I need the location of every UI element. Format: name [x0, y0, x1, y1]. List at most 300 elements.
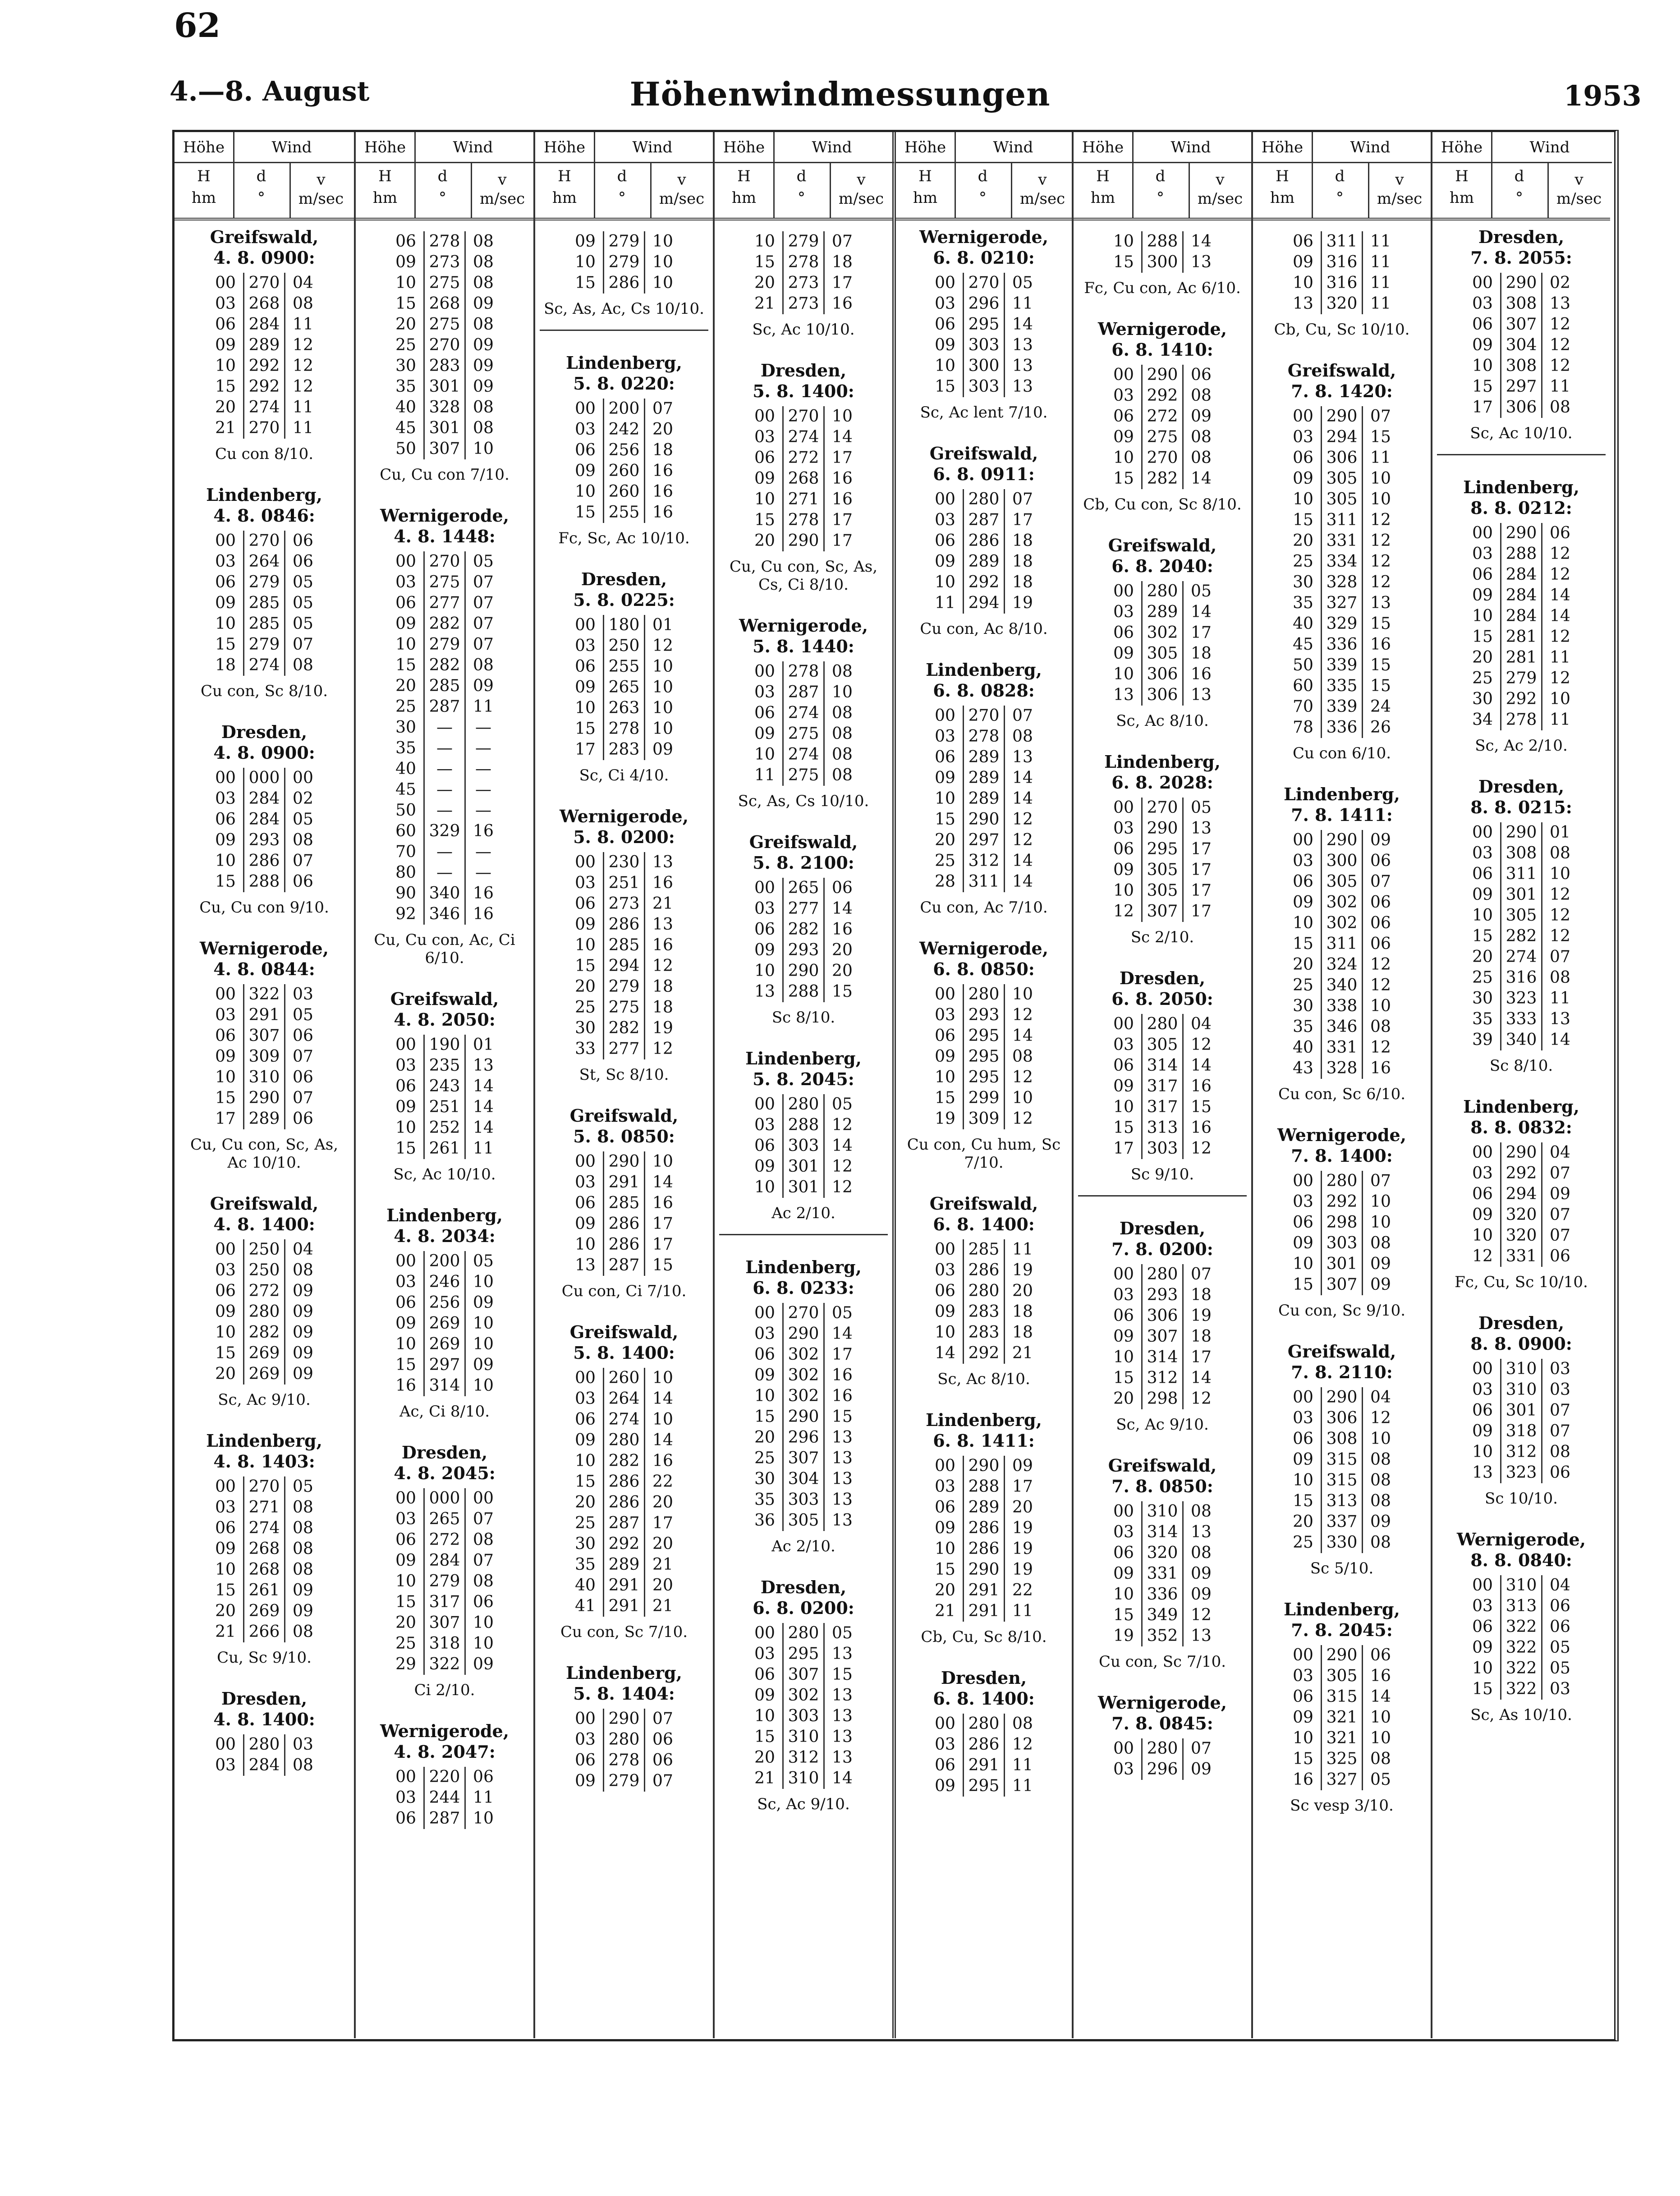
reading-row [1106, 643, 1219, 664]
height-value: 20 [935, 1581, 955, 1600]
height-value: 09 [1293, 469, 1313, 488]
height-value: 00 [215, 532, 236, 550]
direction-value: 288 [243, 871, 284, 892]
reading-row [1465, 668, 1578, 689]
height-value: 34 [1472, 711, 1493, 729]
height-value: 00 [575, 1152, 596, 1171]
speed-value: 13 [1004, 335, 1040, 356]
height-value: 09 [575, 915, 596, 934]
height-value: 10 [575, 699, 596, 717]
height-value: 15 [1472, 377, 1493, 396]
section-divider [719, 1234, 888, 1235]
height-value: 15 [754, 511, 775, 529]
reading-rows [1106, 581, 1219, 706]
speed-value: 10 [1362, 1728, 1398, 1749]
height-value: 35 [1472, 1010, 1493, 1028]
height-value: 09 [575, 462, 596, 480]
reading-row [208, 593, 321, 614]
reading-row [747, 1747, 860, 1768]
direction-value: 331 [1321, 1037, 1362, 1058]
reading-rows [1285, 406, 1398, 738]
reading-rows [388, 1767, 501, 1829]
reading-row [568, 739, 680, 760]
speed-value: 08 [1362, 1749, 1398, 1770]
height-value: 90 [395, 884, 416, 903]
reading-row [927, 314, 1040, 335]
reading-rows [568, 1151, 680, 1276]
speed-value: 05 [1182, 581, 1219, 602]
header-v: v [857, 171, 866, 189]
station-name: Dresden, [941, 1668, 1027, 1688]
reading-row [388, 1313, 501, 1334]
reading-row [927, 335, 1040, 356]
cloud-remark: Cu, Sc 9/10. [217, 1649, 312, 1667]
reading-row [208, 768, 321, 789]
reading-rows [208, 1239, 321, 1385]
header-hoehe: Höhe [543, 138, 586, 156]
station-block [1253, 1341, 1431, 1577]
reading-rows [568, 615, 680, 760]
reading-row [208, 397, 321, 418]
reading-row [1465, 627, 1578, 647]
speed-value: 09 [1362, 1275, 1398, 1295]
direction-value: 270 [1141, 798, 1182, 818]
header-msec: m/sec [298, 190, 344, 208]
speed-value: 05 [1541, 1658, 1578, 1679]
speed-value: 12 [1541, 668, 1578, 689]
reading-row [1285, 975, 1398, 996]
station-name: Wernigerode, [1457, 1529, 1586, 1550]
header-deg: ° [979, 189, 987, 207]
reading-row [568, 1409, 680, 1430]
direction-value: 285 [603, 1193, 644, 1214]
direction-value: 287 [603, 1513, 644, 1534]
height-value: 15 [754, 1728, 775, 1746]
speed-value: 11 [1362, 293, 1398, 314]
station-block [1253, 1125, 1431, 1320]
direction-value: 311 [1500, 864, 1541, 885]
direction-value: 289 [963, 1497, 1004, 1518]
speed-value: 14 [1004, 1026, 1040, 1046]
direction-value: 320 [1141, 1543, 1182, 1563]
station-block [174, 227, 354, 463]
direction-value: 274 [243, 1518, 284, 1539]
speed-value: 12 [1362, 551, 1398, 572]
speed-value: 13 [823, 1747, 860, 1768]
reading-row [747, 1365, 860, 1386]
reading-row [927, 1260, 1040, 1281]
direction-value: 286 [963, 1518, 1004, 1539]
header-hm: hm [1090, 189, 1115, 207]
cloud-remark: Cu con, Sc 9/10. [1278, 1302, 1406, 1320]
reading-row [927, 1580, 1040, 1601]
direction-value: 305 [1321, 871, 1362, 892]
direction-value: 265 [603, 677, 644, 698]
speed-value: 07 [464, 572, 501, 593]
height-value: 03 [395, 1056, 416, 1075]
reading-row [208, 1601, 321, 1622]
speed-value: 06 [464, 1767, 501, 1788]
height-value: 06 [1472, 1618, 1493, 1636]
height-value: 06 [395, 1077, 416, 1096]
reading-row [747, 878, 860, 899]
reading-row [568, 481, 680, 502]
speed-value: 13 [823, 1448, 860, 1469]
direction-value: 327 [1321, 593, 1362, 614]
reading-row [747, 1427, 860, 1448]
height-value: 10 [935, 789, 955, 808]
direction-value: 287 [603, 1255, 644, 1276]
station-block [715, 231, 892, 339]
reading-row [1106, 1347, 1219, 1368]
reading-row [1465, 564, 1578, 585]
height-value: 15 [1472, 927, 1493, 945]
header-h: H [197, 167, 211, 185]
height-value: 20 [395, 1614, 416, 1632]
reading-row [388, 1055, 501, 1076]
speed-value: 06 [284, 1109, 321, 1129]
reading-row [1285, 871, 1398, 892]
speed-value: 06 [284, 1026, 321, 1046]
station-name: Dresden, [1119, 968, 1206, 988]
speed-value: 08 [284, 1622, 321, 1642]
speed-value: 12 [644, 956, 680, 977]
reading-row [747, 1136, 860, 1156]
reading-row [747, 231, 860, 252]
speed-value: 05 [284, 593, 321, 614]
reading-row [1285, 1233, 1398, 1254]
reading-row [568, 1513, 680, 1534]
height-value: 10 [1293, 1255, 1313, 1273]
speed-value: 22 [644, 1472, 680, 1492]
height-value: 00 [575, 853, 596, 871]
direction-value: 284 [243, 809, 284, 830]
speed-value: 14 [1182, 1055, 1219, 1076]
height-value: 14 [935, 1344, 955, 1362]
station-block [715, 1257, 892, 1555]
direction-value: 303 [963, 376, 1004, 397]
speed-value: 12 [1004, 809, 1040, 830]
reading-row [1285, 1728, 1398, 1749]
reading-rows [927, 1714, 1040, 1797]
direction-value: 290 [1321, 1645, 1362, 1666]
direction-value: 296 [963, 293, 1004, 314]
speed-value: 18 [1004, 1322, 1040, 1343]
speed-value: — [464, 779, 501, 800]
column-header [896, 132, 1072, 220]
speed-value: 21 [644, 1554, 680, 1575]
speed-value: 12 [1541, 335, 1578, 356]
measurement-table [172, 130, 1619, 2041]
height-value: 10 [1113, 881, 1134, 900]
height-value: 03 [935, 1261, 955, 1279]
height-value: 03 [1113, 603, 1134, 621]
height-value: 00 [1293, 1646, 1313, 1664]
speed-value: 08 [1362, 1532, 1398, 1553]
reading-row [1465, 1380, 1578, 1400]
speed-value: 15 [823, 1407, 860, 1427]
reading-row [388, 418, 501, 439]
speed-value: 13 [823, 1727, 860, 1747]
height-value: 00 [1472, 524, 1493, 542]
speed-value: 16 [644, 1193, 680, 1214]
direction-value: 302 [782, 1365, 823, 1386]
reading-rows [388, 1488, 501, 1675]
cloud-remark: Sc, Ac 9/10. [757, 1795, 850, 1813]
speed-value: 08 [823, 724, 860, 744]
height-value: 15 [935, 1089, 955, 1107]
reading-row [208, 293, 321, 314]
height-value: 10 [754, 745, 775, 764]
table-column [713, 132, 892, 2038]
height-value: 11 [754, 766, 775, 784]
reading-row [747, 940, 860, 961]
direction-value: 290 [1321, 830, 1362, 851]
direction-value: 314 [423, 1375, 464, 1396]
reading-row [927, 293, 1040, 314]
speed-value: 06 [1182, 365, 1219, 385]
reading-row [1285, 593, 1398, 614]
station-name: Lindenberg, [745, 1048, 862, 1068]
direction-value: 289 [963, 789, 1004, 809]
direction-value: 307 [782, 1448, 823, 1469]
direction-value: 310 [243, 1067, 284, 1088]
reading-row [208, 984, 321, 1005]
direction-value: 339 [1321, 697, 1362, 717]
reading-row [568, 419, 680, 440]
header-msec: m/sec [659, 190, 705, 208]
direction-value: 290 [1141, 365, 1182, 385]
date-range: 4.—8. August [170, 76, 370, 107]
reading-row [208, 1026, 321, 1046]
height-value: 09 [215, 336, 236, 354]
column-body [715, 227, 892, 1835]
header-v: v [1038, 171, 1047, 189]
height-value: 09 [575, 678, 596, 697]
speed-value: 15 [1362, 655, 1398, 676]
direction-value: 190 [423, 1035, 464, 1055]
height-value: 60 [395, 822, 416, 840]
direction-value: 340 [423, 883, 464, 904]
station-datetime: 6. 8. 1410: [1111, 339, 1213, 360]
reading-rows [568, 231, 680, 293]
reading-row [208, 830, 321, 851]
height-value: 15 [754, 253, 775, 271]
height-value: 40 [1293, 614, 1313, 633]
reading-row [388, 1138, 501, 1159]
reading-row [1106, 1522, 1219, 1543]
station-block [174, 938, 354, 1172]
header-hoehe: Höhe [183, 138, 225, 156]
direction-value: 316 [1500, 967, 1541, 988]
reading-row [1106, 1264, 1219, 1285]
direction-value: 310 [1141, 1501, 1182, 1522]
direction-value: 305 [1141, 1035, 1182, 1055]
reading-row [1106, 1306, 1219, 1326]
reading-rows [388, 231, 501, 459]
height-value: 25 [395, 697, 416, 716]
speed-value: 08 [464, 655, 501, 676]
cloud-remark: Sc, Ac 10/10. [1470, 424, 1573, 442]
header-hoehe: Höhe [1261, 138, 1304, 156]
height-value: 30 [1293, 997, 1313, 1015]
height-value: 09 [1113, 1564, 1134, 1583]
reading-row [208, 1281, 321, 1302]
reading-row [747, 1344, 860, 1365]
speed-value: 16 [823, 1365, 860, 1386]
header-h: H [1096, 167, 1110, 185]
height-value: 03 [754, 1645, 775, 1663]
header-hm: hm [731, 189, 757, 207]
speed-value: 08 [284, 1518, 321, 1539]
reading-row [1285, 510, 1398, 531]
reading-row [388, 842, 501, 862]
header-deg: ° [439, 189, 446, 207]
direction-value: 289 [963, 768, 1004, 789]
direction-value: 331 [1141, 1563, 1182, 1584]
station-datetime: 6. 8. 0210: [933, 248, 1035, 268]
height-value: 20 [754, 532, 775, 550]
height-value: 03 [1293, 852, 1313, 870]
direction-value: 306 [1141, 1306, 1182, 1326]
reading-row [927, 747, 1040, 768]
direction-value: 346 [1321, 1017, 1362, 1037]
cloud-remark: Sc, Ac 10/10. [752, 321, 855, 339]
reading-row [927, 1559, 1040, 1580]
column-header [535, 132, 713, 220]
reading-row [1285, 996, 1398, 1017]
reading-row [1106, 839, 1219, 860]
speed-value: 08 [464, 418, 501, 439]
reading-row [747, 1469, 860, 1490]
height-value: 03 [575, 874, 596, 892]
height-value: 21 [215, 1623, 236, 1641]
speed-value: 14 [1004, 768, 1040, 789]
direction-value: 305 [1500, 905, 1541, 926]
direction-value: 288 [1500, 544, 1541, 564]
reading-row [1465, 1421, 1578, 1442]
height-value: 00 [1113, 798, 1134, 817]
reading-row [388, 1788, 501, 1808]
height-value: 10 [754, 232, 775, 251]
speed-value: 20 [644, 1534, 680, 1554]
cloud-remark: Sc 10/10. [1485, 1490, 1558, 1508]
station-block [535, 353, 713, 547]
cloud-remark: Sc, Ac 9/10. [218, 1391, 311, 1409]
reading-row [747, 1510, 860, 1531]
reading-row [1465, 1205, 1578, 1225]
direction-value: 282 [1500, 926, 1541, 947]
speed-value: — [464, 717, 501, 738]
direction-value: 277 [423, 593, 464, 614]
direction-value: 288 [963, 1476, 1004, 1497]
speed-value: 17 [1004, 1476, 1040, 1497]
speed-value: 16 [1362, 1666, 1398, 1687]
reading-row [208, 871, 321, 892]
direction-value: 305 [1141, 860, 1182, 880]
direction-value: 286 [603, 1234, 644, 1255]
reading-row [208, 1005, 321, 1026]
direction-value: 270 [243, 273, 284, 293]
reading-row [568, 1709, 680, 1729]
reading-row [388, 1592, 501, 1613]
height-value: 30 [754, 1470, 775, 1488]
height-value: 19 [1113, 1627, 1134, 1645]
height-value: 06 [1293, 1430, 1313, 1448]
header-d: d [437, 167, 448, 185]
direction-value: 305 [1321, 489, 1362, 510]
speed-value: 13 [1182, 252, 1219, 273]
station-datetime: 4. 8. 2045: [394, 1463, 496, 1483]
direction-value: 282 [423, 614, 464, 634]
direction-value: 290 [1500, 822, 1541, 843]
height-value: 03 [935, 1477, 955, 1496]
speed-value: 18 [1004, 551, 1040, 572]
height-value: 03 [395, 1510, 416, 1528]
direction-value: 278 [782, 252, 823, 273]
height-value: 06 [575, 1751, 596, 1770]
height-value: 00 [215, 769, 236, 787]
height-value: 00 [395, 1768, 416, 1786]
reading-row [388, 314, 501, 335]
header-hline [535, 162, 715, 163]
reading-row [208, 1260, 321, 1281]
speed-value: 06 [284, 871, 321, 892]
reading-rows [1465, 822, 1578, 1050]
height-value: 06 [395, 1531, 416, 1549]
speed-value: 19 [1182, 1306, 1219, 1326]
direction-value: 290 [1141, 818, 1182, 839]
height-value: 15 [215, 1581, 236, 1600]
header-wind: Wind [993, 138, 1033, 156]
reading-row [927, 1281, 1040, 1302]
header-h: H [737, 167, 751, 185]
speed-value: 14 [1004, 789, 1040, 809]
height-value: 03 [1472, 1597, 1493, 1615]
direction-value: 278 [782, 510, 823, 531]
station-block [535, 806, 713, 1084]
height-value: 35 [395, 739, 416, 757]
height-value: 10 [575, 253, 596, 271]
section-divider [1437, 454, 1606, 455]
direction-value: 292 [1500, 1163, 1541, 1184]
reading-row [208, 1559, 321, 1580]
height-value: 06 [1472, 315, 1493, 334]
speed-value: 08 [1362, 1491, 1398, 1512]
direction-value: 261 [243, 1580, 284, 1601]
direction-value: 318 [423, 1633, 464, 1654]
station-block [535, 231, 713, 331]
reading-row [927, 572, 1040, 593]
speed-value: 24 [1362, 697, 1398, 717]
station-name: Dresden, [760, 360, 847, 381]
reading-row [568, 852, 680, 873]
speed-value: 12 [1182, 1605, 1219, 1626]
direction-value: 282 [603, 1018, 644, 1039]
height-value: 09 [215, 1047, 236, 1066]
station-datetime: 7. 8. 1400: [1291, 1146, 1393, 1166]
reading-row [1465, 544, 1578, 564]
station-block [1432, 1313, 1610, 1508]
speed-value: 10 [1004, 984, 1040, 1005]
direction-value: 278 [603, 719, 644, 739]
station-datetime: 7. 8. 0850: [1111, 1476, 1213, 1496]
direction-value: 280 [1141, 1264, 1182, 1285]
reading-rows [1106, 231, 1219, 273]
station-name: Greifswald, [1287, 360, 1396, 381]
height-value: 15 [395, 1356, 416, 1374]
reading-row [1285, 1687, 1398, 1707]
